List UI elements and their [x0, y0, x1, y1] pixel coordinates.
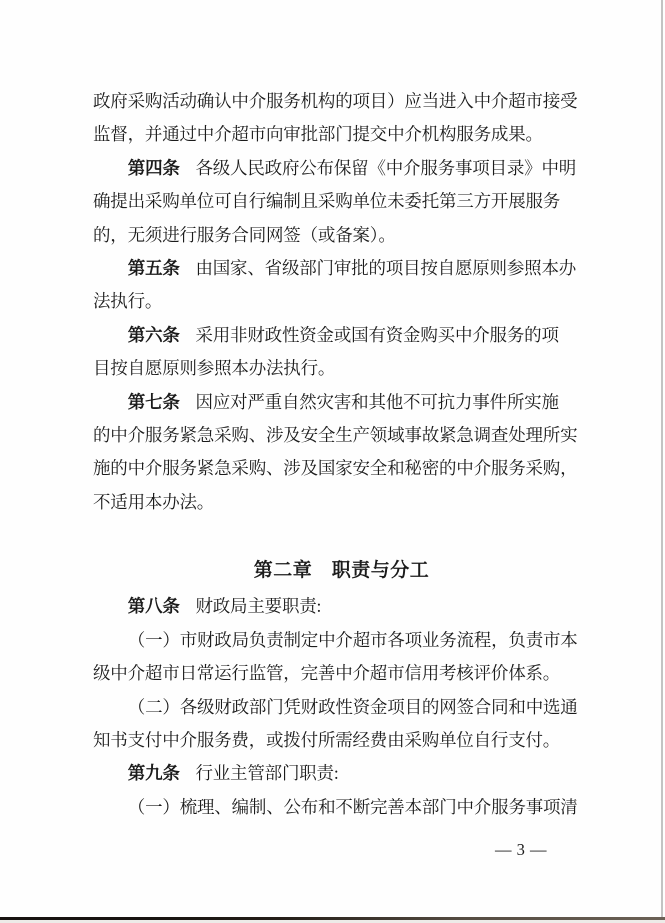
line-text: 的中介服务紧急采购、涉及安全生产领域事故紧急调查处理所实: [93, 424, 578, 445]
article-number: 第八条: [127, 596, 180, 617]
blank-line: [93, 519, 580, 552]
line-text: 监督，并通过中介超市向审批部门提交中介机构服务成果。: [93, 124, 543, 145]
document-body: [93, 85, 580, 824]
line-text: 的，无须进行服务合同网签（或备案）。: [93, 224, 396, 245]
text-line: [93, 691, 580, 724]
text-line: [93, 152, 580, 185]
text-line: [93, 452, 580, 485]
text-line: [93, 319, 580, 352]
line-text: 知书支付中介服务费，或拨付所需经费由采购单位自行支付。: [93, 730, 561, 751]
line-text: 法执行。: [93, 291, 163, 312]
text-line: [93, 118, 580, 151]
page-number: — 3 —: [495, 840, 547, 859]
line-text: 施的中介服务紧急采购、涉及国家安全和秘密的中介服务采购，: [93, 458, 578, 479]
text-line: [93, 657, 580, 690]
text-line: [93, 185, 580, 218]
text-line: [93, 419, 580, 452]
text-line: [93, 791, 580, 824]
line-text: 因应对严重自然灾害和其他不可抗力事件所实施: [195, 391, 559, 412]
line-text: 采用非财政性资金或国有资金购买中介服务的项: [195, 324, 559, 345]
article-number: 第九条: [127, 763, 180, 784]
text-line: [93, 724, 580, 757]
chapter-heading: 第二章 职责与分工: [253, 560, 430, 582]
line-text: 各级人民政府公布保留《中介服务事项目录》中明: [195, 157, 577, 178]
line-text: 行业主管部门职责:: [195, 763, 339, 784]
line-text: （一）市财政局负责制定中介超市各项业务流程，负责市本: [127, 629, 578, 650]
line-text: 财政局主要职责:: [195, 596, 322, 617]
scan-edge-right: [661, 0, 663, 923]
line-text: （一）梳理、编制、公布和不断完善本部门中介服务事项清: [127, 796, 578, 817]
article-number: 第五条: [127, 257, 180, 278]
text-line: [93, 352, 580, 385]
line-text: 确提出采购单位可自行编制且采购单位未委托第三方开展服务: [93, 191, 561, 212]
text-line: [93, 85, 580, 118]
article-number: 第四条: [127, 157, 180, 178]
line-text: （二）各级财政部门凭财政性资金项目的网签合同和中选通: [127, 696, 578, 717]
text-line: [93, 285, 580, 318]
text-line: [93, 757, 580, 790]
text-line: [93, 624, 580, 657]
text-line: [93, 252, 580, 285]
line-text: 不适用本办法。: [93, 491, 215, 512]
line-text: 级中介超市日常运行监管，完善中介超市信用考核评价体系。: [93, 663, 561, 684]
line-text: 政府采购活动确认中介服务机构的项目）应当进入中介超市接受: [93, 91, 578, 111]
text-line: [93, 386, 580, 419]
article-number: 第六条: [127, 324, 180, 345]
article-number: 第七条: [127, 391, 180, 412]
line-text: 由国家、省级部门审批的项目按自愿原则参照本办: [195, 257, 577, 278]
text-line: [93, 219, 580, 252]
text-line: [93, 590, 580, 623]
line-text: 目按自愿原则参照本办法执行。: [93, 358, 336, 379]
text-line: [93, 486, 580, 519]
